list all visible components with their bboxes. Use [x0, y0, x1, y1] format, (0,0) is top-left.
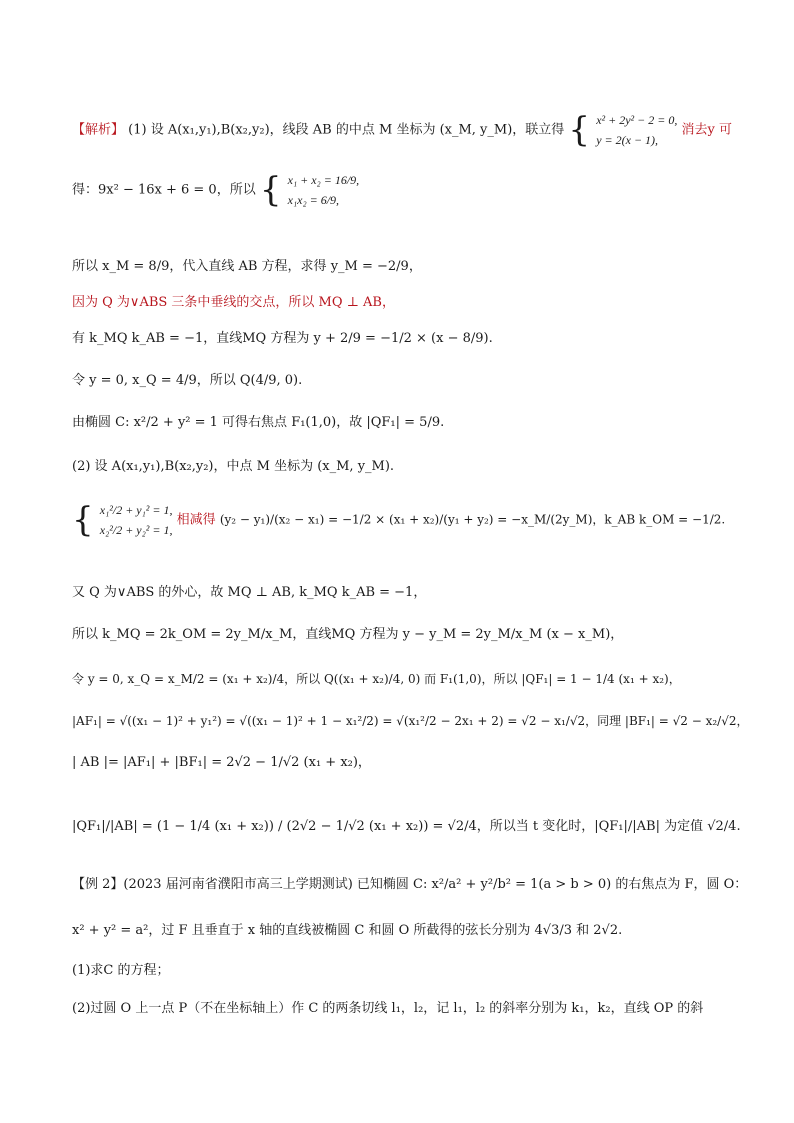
system-eq-1: x₁²/2 + y₁² = 1, [99, 503, 173, 517]
system-block [100, 500, 173, 540]
solution-line-15: |QF₁|/|AB| = (1 − 1/4 (x₁ + x₂)) / (2√2 − 1/√2 (x₁ + x₂)) = √2/4，所以当 t 变化时，|QF₁|/|AB| 为定值 √2/4. [72, 819, 741, 834]
line-2-lead: 得：9x² − 16x + 6 = 0，所以 [72, 182, 256, 198]
solution-tag: 【解析】 [72, 122, 125, 138]
solution-line-3: 所以 x_M = 8/9，代入直线 AB 方程，求得 y_M = −2/9， [72, 259, 422, 274]
solution-line-12: 令 y = 0, x_Q = x_M/2 = (x₁ + x₂)/4，所以 Q((x₁ + x₂)/4, 0) 而 F₁(1,0)，所以 |QF₁| = 1 − 1/4 (x₁ + x₂)， [72, 672, 681, 686]
system-block [288, 170, 360, 210]
solution-line-8: (2) 设 A(x₁,y₁),B(x₂,y₂)，中点 M 坐标为 (x_M, y_M). [72, 459, 395, 474]
system-eq-1: x² + 2y² − 2 = 0, [596, 113, 678, 127]
system-block [596, 110, 677, 150]
solution-line-11: 所以 k_MQ = 2k_OM = 2y_M/x_M，直线MQ 方程为 y − y_M = 2y_M/x_M (x − x_M)， [72, 627, 624, 642]
solution-line-14: | AB |= |AF₁| + |BF₁| = 2√2 − 1/√2 (x₁ + x₂)， [72, 755, 371, 770]
solution-line-7: 由椭圆 C: x²/2 + y² = 1 可得右焦点 F₁(1,0)，故 |QF₁| = 5/9. [72, 415, 445, 430]
solution-line-4: 因为 Q 为∨ABS 三条中垂线的交点，所以 MQ ⊥ AB， [72, 295, 395, 310]
eliminate-text: 消去y 可 [681, 122, 732, 138]
left-brace: { [259, 170, 282, 210]
subtract-result: (y₂ − y₁)/(x₂ − x₁) = −1/2 × (x₁ + x₂)/(y₁ + y₂) = −x_M/(2y_M)，k_AB k_OM = −1/2. [219, 512, 726, 527]
solution-line-5: 有 k_MQ k_AB = −1，直线MQ 方程为 y + 2/9 = −1/2 × (x − 8/9). [72, 331, 493, 346]
solution-line-6: 令 y = 0, x_Q = 4/9，所以 Q(4/9, 0). [72, 373, 303, 388]
left-brace: { [568, 110, 591, 150]
left-brace: { [72, 500, 94, 540]
system-eq-2: x₁x₂ = 6/9, [287, 193, 340, 207]
part1-intro-text: (1) 设 A(x₁,y₁),B(x₂,y₂)，线段 AB 的中点 M 坐标为 (x_M, y_M)，联立得 [128, 122, 565, 138]
system-eq-2: x₂²/2 + y₂² = 1, [99, 523, 173, 537]
example-question-2: (2)过圆 O 上一点 P（不在坐标轴上）作 C 的两条切线 l₁，l₂，记 l₁，l₂ 的斜率分别为 k₁，k₂，直线 OP 的斜 [72, 1001, 704, 1016]
solution-line-9 [72, 500, 734, 540]
solution-line-2 [72, 170, 734, 210]
solution-part1-intro [72, 110, 734, 150]
system-eq-1: x₁ + x₂ = 16/9, [287, 173, 360, 187]
solution-line-10: 又 Q 为∨ABS 的外心，故 MQ ⊥ AB, k_MQ k_AB = −1， [72, 585, 427, 600]
example-line-1: 【例 2】(2023 届河南省濮阳市高三上学期测试) 已知椭圆 C: x²/a² + y²/b² = 1(a > b > 0) 的右焦点为 F，圆 O： [72, 877, 748, 892]
system-eq-2: y = 2(x − 1), [596, 133, 659, 147]
subtract-label: 相减得 [176, 512, 216, 528]
example-line-2: x² + y² = a²，过 F 且垂直于 x 轴的直线被椭圆 C 和圆 O 所截得的弦长分别为 4√3/3 和 2√2. [72, 923, 623, 938]
solution-line-13: |AF₁| = √((x₁ − 1)² + y₁²) = √((x₁ − 1)² + 1 − x₁²/2) = √(x₁²/2 − 2x₁ + 2) = √2 − x₁/√2，同理 |BF₁| = √2 − x₂/√2， [72, 714, 749, 728]
example-question-1: (1)求C 的方程； [72, 963, 170, 978]
